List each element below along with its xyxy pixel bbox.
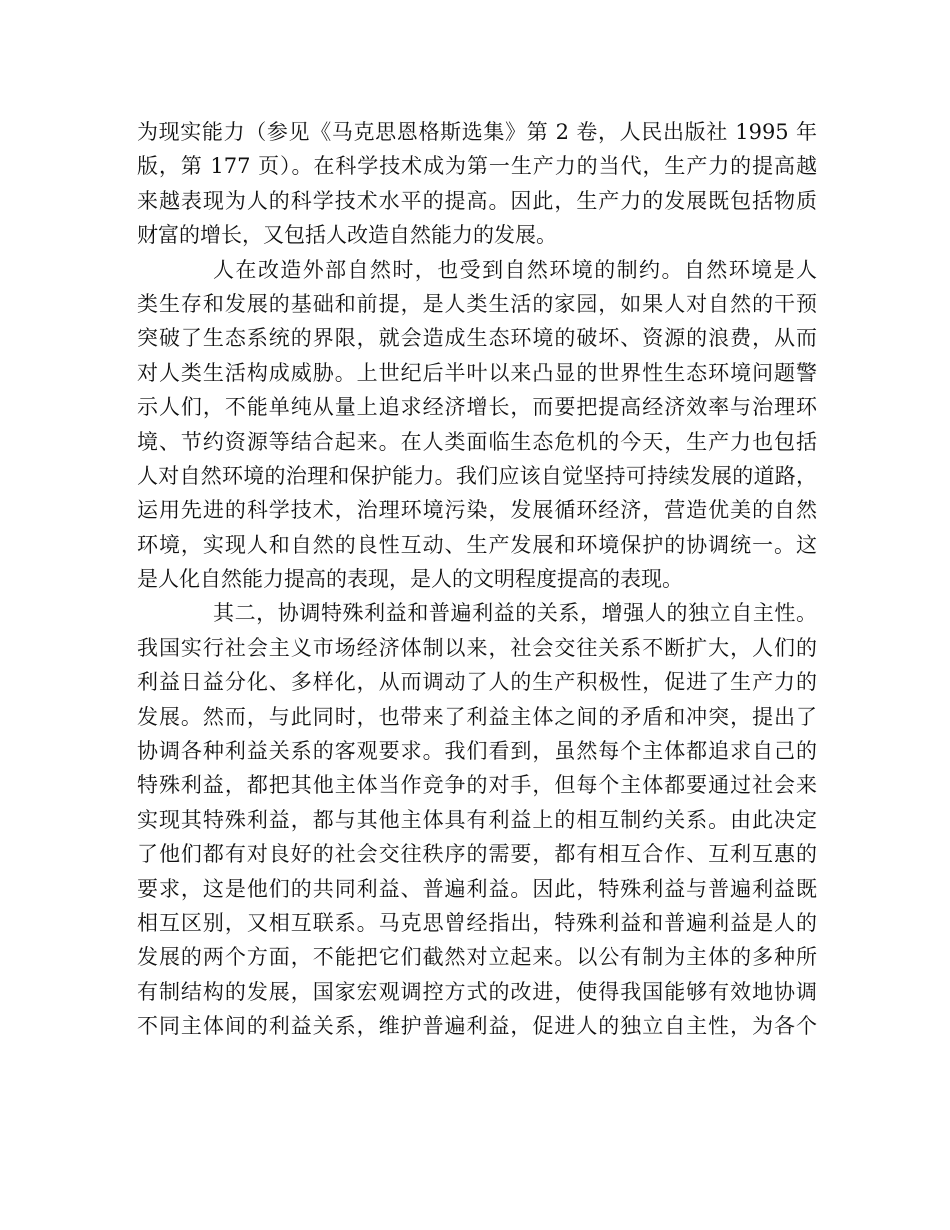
text-line: 版，第 177 页）。在科学技术成为第一生产力的当代，生产力的提高越	[137, 154, 817, 179]
text-line: 相互区别，又相互联系。马克思曾经指出，特殊利益和普遍利益是人的	[137, 910, 817, 935]
text-line: 来越表现为人的科学技术水平的提高。因此，生产力的发展既包括物质	[137, 188, 817, 213]
paragraph-3	[137, 596, 817, 1043]
text-line: 境、节约资源等结合起来。在人类面临生态危机的今天，生产力也包括	[137, 429, 817, 454]
text-line: 类生存和发展的基础和前提，是人类生活的家园，如果人对自然的干预	[137, 291, 817, 316]
text-line: 发展的两个方面，不能把它们截然对立起来。以公有制为主体的多种所	[137, 945, 817, 970]
text-line: 运用先进的科学技术，治理环境污染，发展循环经济，营造优美的自然	[137, 498, 817, 523]
text-line: 协调各种利益关系的客观要求。我们看到，虽然每个主体都追求自己的	[137, 739, 817, 764]
text-line: 实现其特殊利益，都与其他主体具有利益上的相互制约关系。由此决定	[137, 807, 817, 832]
text-line: 发展。然而，与此同时，也带来了利益主体之间的矛盾和冲突，提出了	[137, 704, 817, 729]
text-line: 了他们都有对良好的社会交往秩序的需要，都有相互合作、互利互惠的	[137, 842, 817, 867]
body-text	[137, 115, 817, 1044]
text-line: 环境，实现人和自然的良性互动、生产发展和环境保护的协调统一。这	[137, 532, 817, 557]
paragraph-1	[137, 115, 817, 253]
text-line: 为现实能力（参见《马克思恩格斯选集》第 2 卷，人民出版社 1995 年	[137, 120, 817, 144]
text-line: 我国实行社会主义市场经济体制以来，社会交往关系不断扩大，人们的	[137, 635, 817, 660]
paragraph-2	[137, 253, 817, 597]
text-line: 有制结构的发展，国家宏观调控方式的改进，使得我国能够有效地协调	[137, 979, 817, 1004]
text-line: 人在改造外部自然时，也受到自然环境的制约。自然环境是人	[213, 257, 817, 282]
text-line: 特殊利益，都把其他主体当作竞争的对手，但每个主体都要通过社会来	[137, 773, 817, 798]
text-line: 利益日益分化、多样化，从而调动了人的生产积极性，促进了生产力的	[137, 670, 817, 695]
text-line: 是人化自然能力提高的表现，是人的文明程度提高的表现。	[137, 567, 683, 592]
text-line: 示人们，不能单纯从量上追求经济增长，而要把提高经济效率与治理环	[137, 395, 817, 420]
text-line: 不同主体间的利益关系，维护普遍利益，促进人的独立自主性，为各个	[137, 1014, 817, 1039]
text-line: 人对自然环境的治理和保护能力。我们应该自觉坚持可持续发展的道路，	[137, 463, 817, 488]
text-line: 对人类生活构成威胁。上世纪后半叶以来凸显的世界性生态环境问题警	[137, 360, 817, 385]
text-line: 其二，协调特殊利益和普遍利益的关系，增强人的独立自主性。	[213, 601, 817, 626]
text-line: 要求，这是他们的共同利益、普遍利益。因此，特殊利益与普遍利益既	[137, 876, 817, 901]
text-line: 财富的增长，又包括人改造自然能力的发展。	[137, 223, 557, 248]
text-line: 突破了生态系统的界限，就会造成生态环境的破坏、资源的浪费，从而	[137, 326, 817, 351]
